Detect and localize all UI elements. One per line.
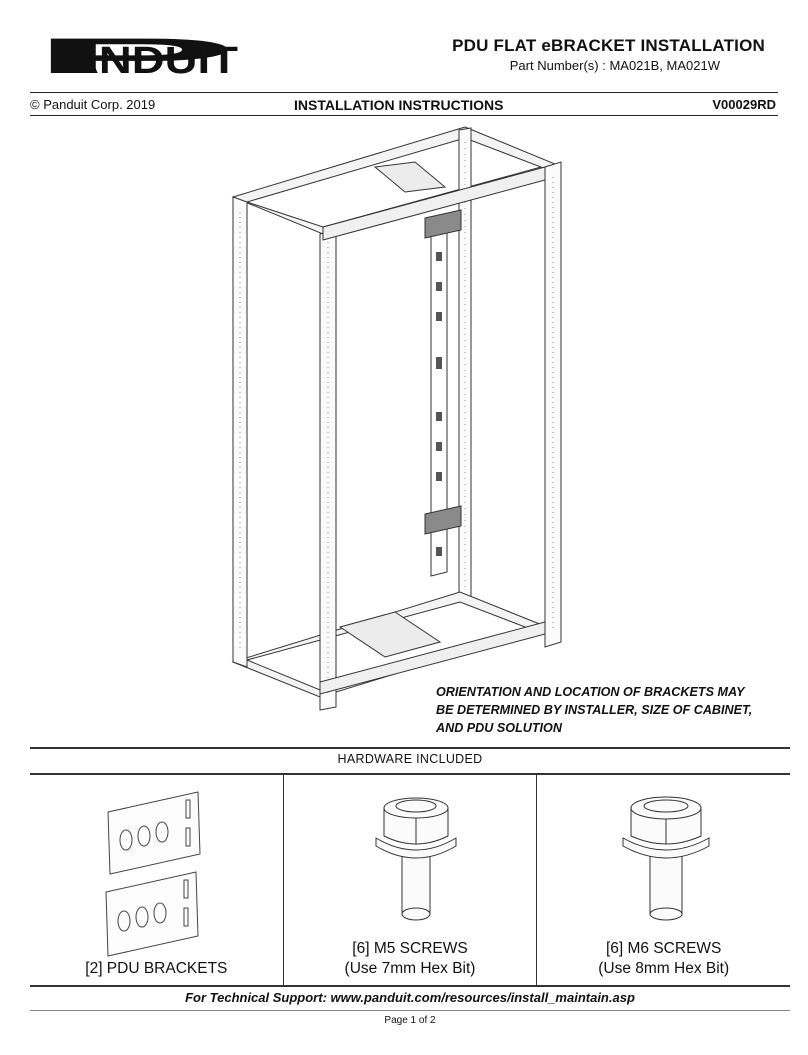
m6-screw-icon — [621, 792, 711, 934]
svg-text:P: P — [30, 28, 238, 81]
copyright: © Panduit Corp. 2019 — [30, 97, 156, 112]
hardware-top-rule — [30, 747, 790, 749]
svg-text:ANDUIT: ANDUIT — [66, 40, 238, 81]
document-title: PDU FLAT eBRACKET INSTALLATION — [452, 36, 765, 55]
hardware-bottom-rule — [30, 985, 790, 987]
page-number: Page 1 of 2 — [384, 1015, 436, 1026]
technical-support-link[interactable]: For Technical Support: www.panduit.com/resources/install_maintain.asp — [185, 990, 635, 1005]
m5-screws-bit: (Use 7mm Hex Bit) — [344, 960, 476, 977]
subheader-divider — [30, 115, 778, 116]
pdu-brackets-label: [2] PDU BRACKETS — [85, 960, 228, 977]
document-code: V00029RD — [712, 97, 776, 112]
installation-note: ORIENTATION AND LOCATION OF BRACKETS MAY BE DETERMINED BY INSTALLER, SIZE OF CABINET, AND PDU SOLUTION — [436, 685, 753, 735]
hardware-grid — [30, 774, 790, 985]
hardware-item-brackets — [30, 774, 283, 985]
hardware-item-m5-screws — [283, 774, 537, 985]
m6-screws-label — [537, 939, 790, 979]
m5-screw-icon — [374, 792, 458, 934]
header-divider — [30, 92, 778, 93]
section-title: INSTALLATION INSTRUCTIONS — [294, 97, 504, 113]
hardware-heading: HARDWARE INCLUDED — [337, 752, 483, 766]
rack-illustration — [225, 122, 570, 717]
m5-screws-count: [6] M5 SCREWS — [352, 940, 468, 957]
m6-screws-count: [6] M6 SCREWS — [605, 940, 722, 957]
footer-divider — [30, 1010, 790, 1011]
hardware-item-m6-screws — [536, 774, 790, 985]
m6-screws-bit: (Use 8mm Hex Bit) — [598, 960, 730, 977]
pdu-bracket-icon — [100, 788, 210, 958]
panduit-logo — [30, 27, 240, 81]
m5-screws-label — [284, 939, 537, 979]
part-numbers: Part Number(s) : MA021B, MA021W — [509, 58, 720, 73]
